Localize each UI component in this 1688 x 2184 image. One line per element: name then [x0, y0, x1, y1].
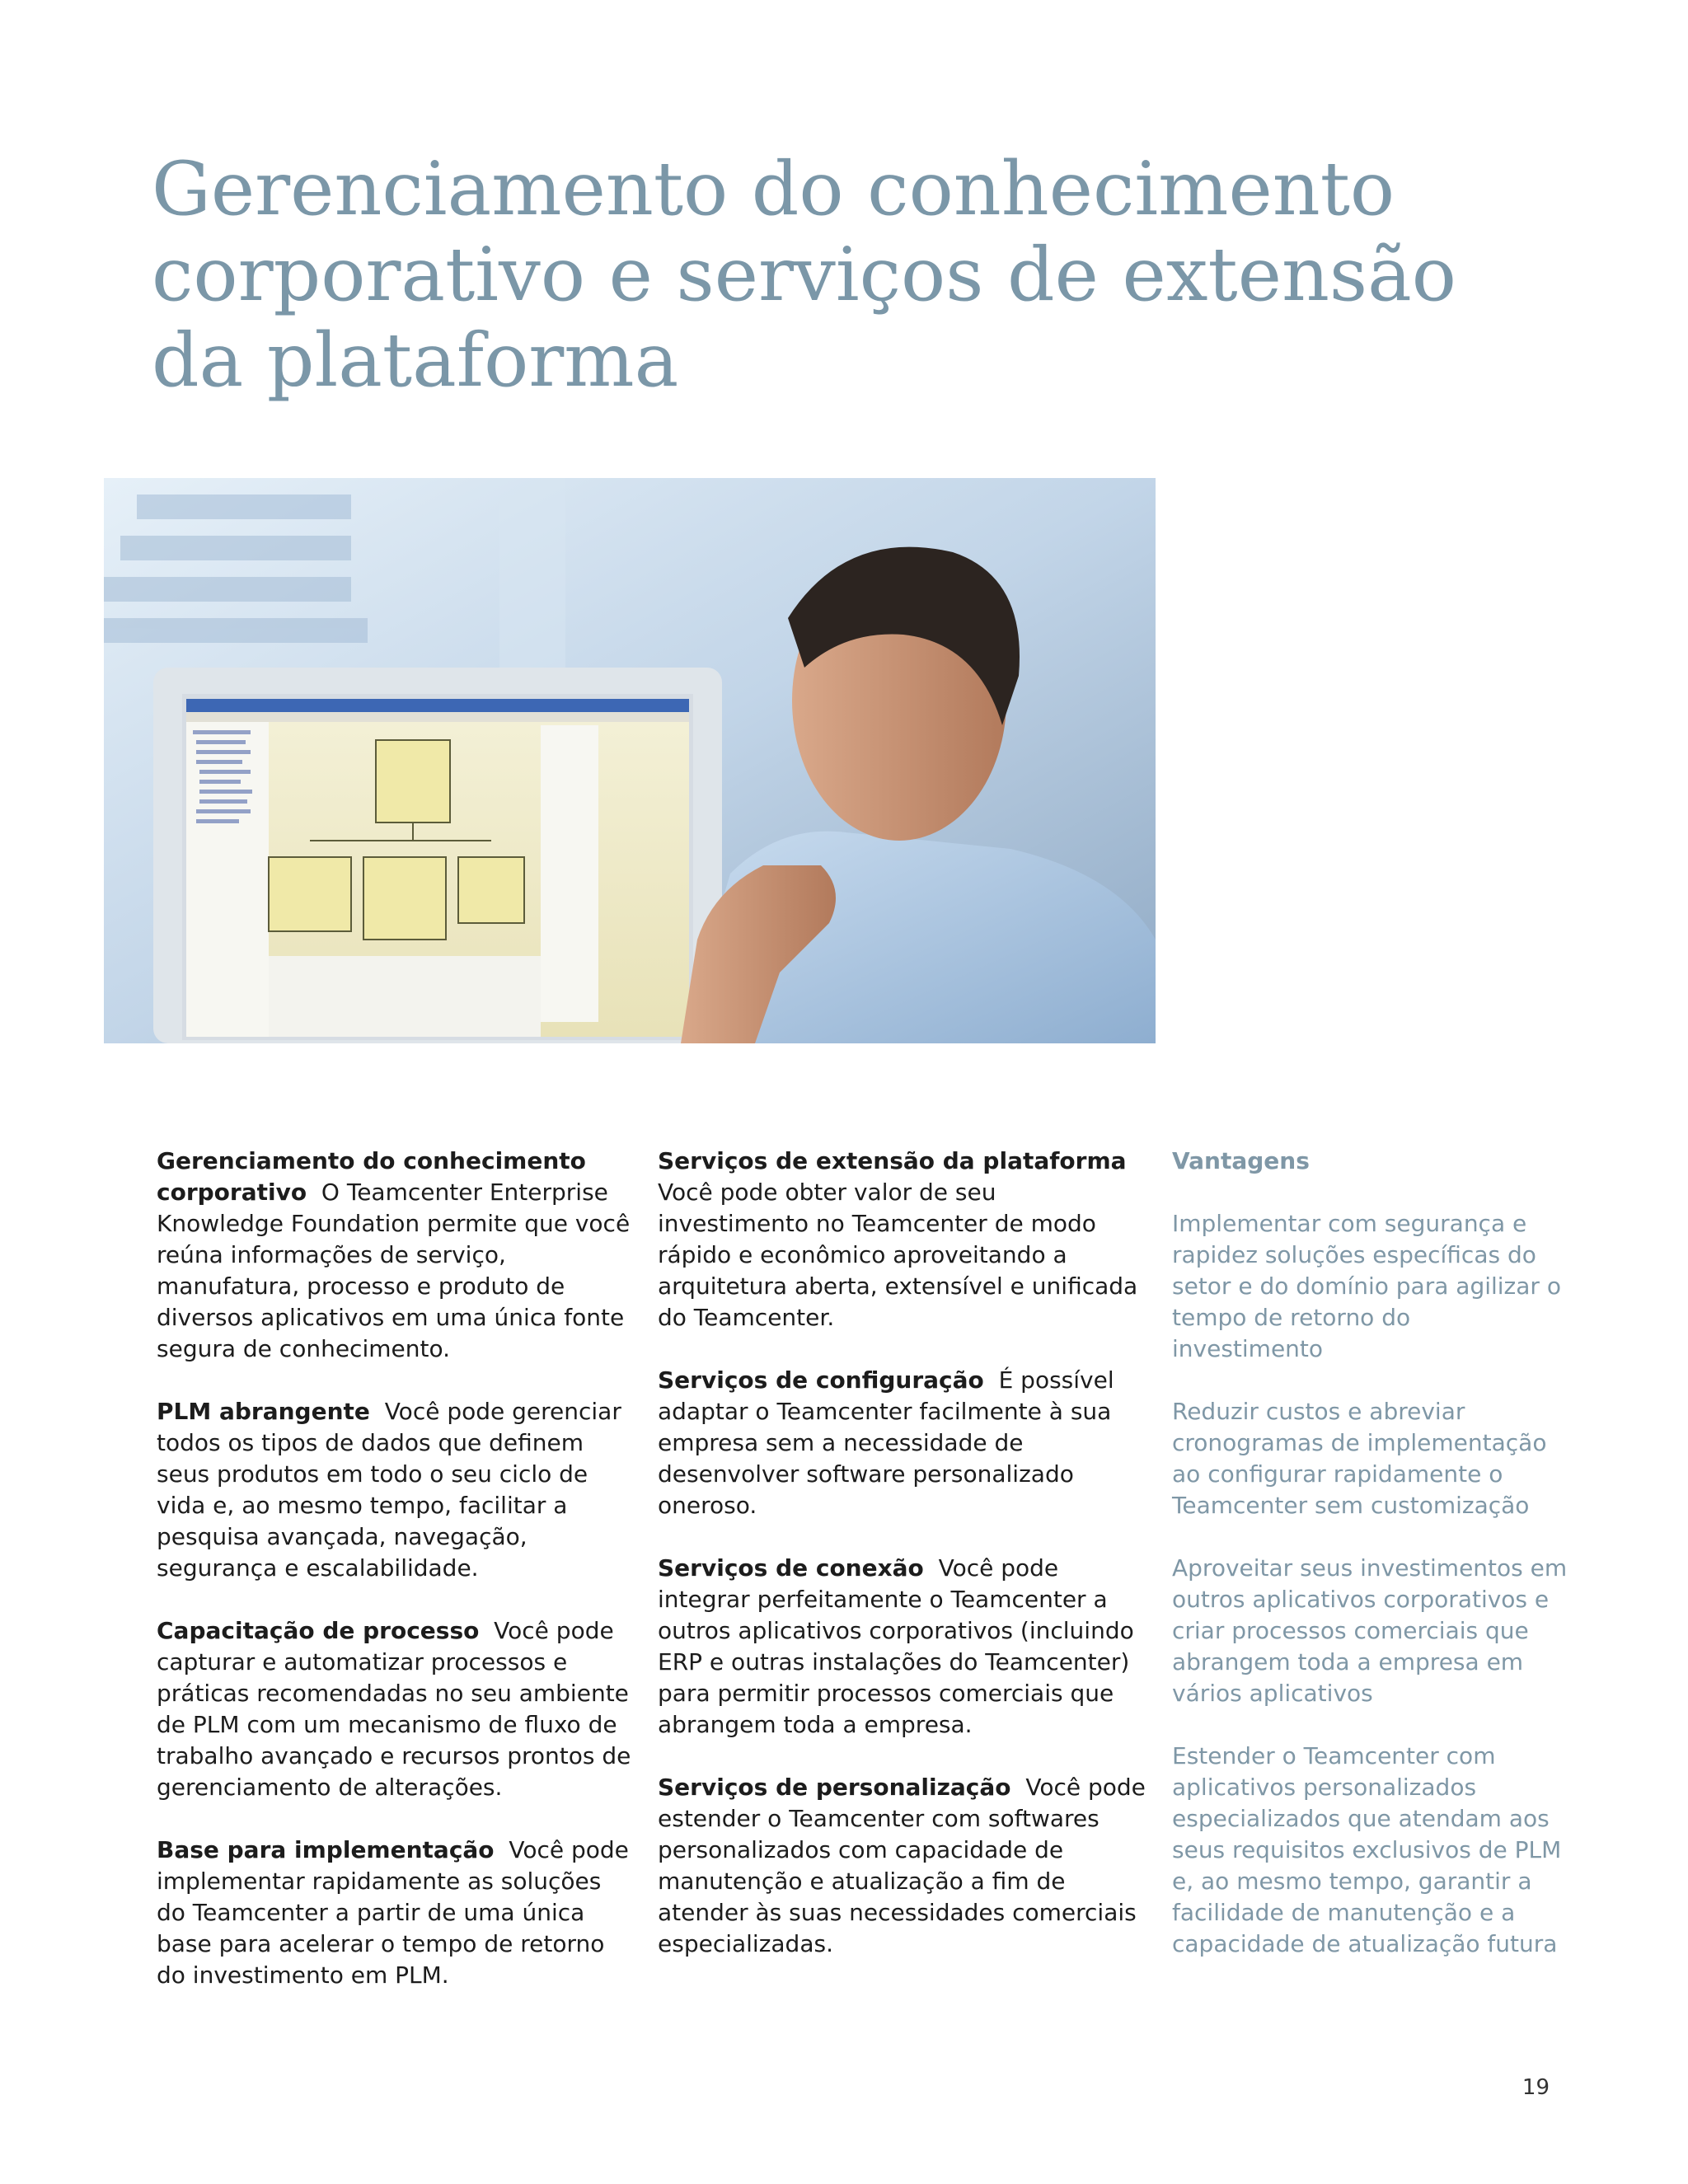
column-advantages	[1172, 1146, 1568, 1991]
paragraph-lead: Gerenciamento do conhecimento corporativo	[157, 1147, 586, 1206]
paragraph-text: Você pode implementar rapidamente as soluções do Teamcenter a partir de uma única base para acelerar o tempo de retorno do investimento em PLM.	[157, 1836, 629, 1989]
paragraph-text: Você pode capturar e automatizar processos e práticas recomendadas no seu ambiente de PLM com um mecanismo de fluxo de trabalho avançado e recursos prontos de gerenciamento de alterações.	[157, 1617, 631, 1801]
paragraph-lead: Serviços de personalização	[658, 1774, 1011, 1801]
paragraph-text: Você pode integrar perfeitamente o Teamcenter a outros aplicativos corporativos (incluindo ERP e outras instalações do Teamcenter) para permitir processos comerciais que abrangem toda a empresa.	[658, 1554, 1134, 1738]
paragraph-text: Você pode gerenciar todos os tipos de dados que definem seus produtos em todo o seu ciclo de vida e, ao mesmo tempo, facilitar a pesquisa avançada, navegação, segurança e escalabilidade.	[157, 1398, 621, 1582]
advantage-item: Reduzir custos e abreviar cronogramas de implementação ao configurar rapidamente o Teamcenter sem customização	[1172, 1398, 1547, 1519]
paragraph-lead: Serviços de configuração	[658, 1366, 984, 1394]
paragraph-foundation	[157, 1835, 635, 1991]
paragraph-connection-services	[658, 1553, 1152, 1741]
advantage-item: Aproveitar seus investimentos em outros aplicativos corporativos e criar processos comerciais que abrangem toda a empresa em vários aplicativos	[1172, 1554, 1568, 1707]
paragraph-text: É possível adaptar o Teamcenter facilmente à sua empresa sem a necessidade de desenvolver software personalizado oneroso.	[658, 1366, 1114, 1519]
paragraph-lead: Base para implementação	[157, 1836, 495, 1863]
title-line-1: Gerenciamento do conhecimento	[152, 146, 1395, 232]
column-2	[658, 1146, 1152, 1991]
paragraph-lead: PLM abrangente	[157, 1398, 370, 1425]
paragraph-lead: Serviços de extensão da plataforma	[658, 1147, 1127, 1174]
hero-photo	[104, 478, 1156, 1043]
column-1	[157, 1146, 635, 2022]
paragraph-lead: Capacitação de processo	[157, 1617, 480, 1644]
title-line-2: corporativo e serviços de extensão	[152, 232, 1456, 318]
page-title	[152, 147, 1470, 404]
paragraph-text: Você pode obter valor de seu investimento no Teamcenter de modo rápido e econômico aproveitando a arquitetura aberta, extensível e unificada do Teamcenter.	[658, 1179, 1138, 1331]
paragraph-configuration-services	[658, 1365, 1152, 1521]
paragraph-lead: Serviços de conexão	[658, 1554, 924, 1582]
paragraph-customization-services	[658, 1772, 1152, 1960]
paragraph-text: O Teamcenter Enterprise Knowledge Foundation permite que você reúna informações de serviço, manufatura, processo e produto de diversos aplicativos em uma única fonte segura de conhecimento.	[157, 1179, 631, 1362]
title-line-3: da plataforma	[152, 317, 679, 404]
paragraph-extension-services	[658, 1146, 1152, 1333]
paragraph-knowledge-management	[157, 1146, 635, 1365]
paragraph-plm	[157, 1396, 635, 1584]
advantages-heading: Vantagens	[1172, 1147, 1310, 1174]
advantage-item: Implementar com segurança e rapidez soluções específicas do setor e do domínio para agilizar o tempo de retorno do investimento	[1172, 1210, 1561, 1362]
page-number: 19	[1522, 2075, 1550, 2100]
advantage-item: Estender o Teamcenter com aplicativos personalizados especializados que atendam aos seus requisitos exclusivos de PLM e, ao mesmo tempo, garantir a facilidade de manutenção e a capacidade de atualização futura	[1172, 1742, 1562, 1957]
paragraph-text: Você pode estender o Teamcenter com softwares personalizados com capacidade de manutenção e atualização a fim de atender às suas necessidades comerciais especializadas.	[658, 1774, 1146, 1957]
paragraph-process	[157, 1615, 635, 1803]
